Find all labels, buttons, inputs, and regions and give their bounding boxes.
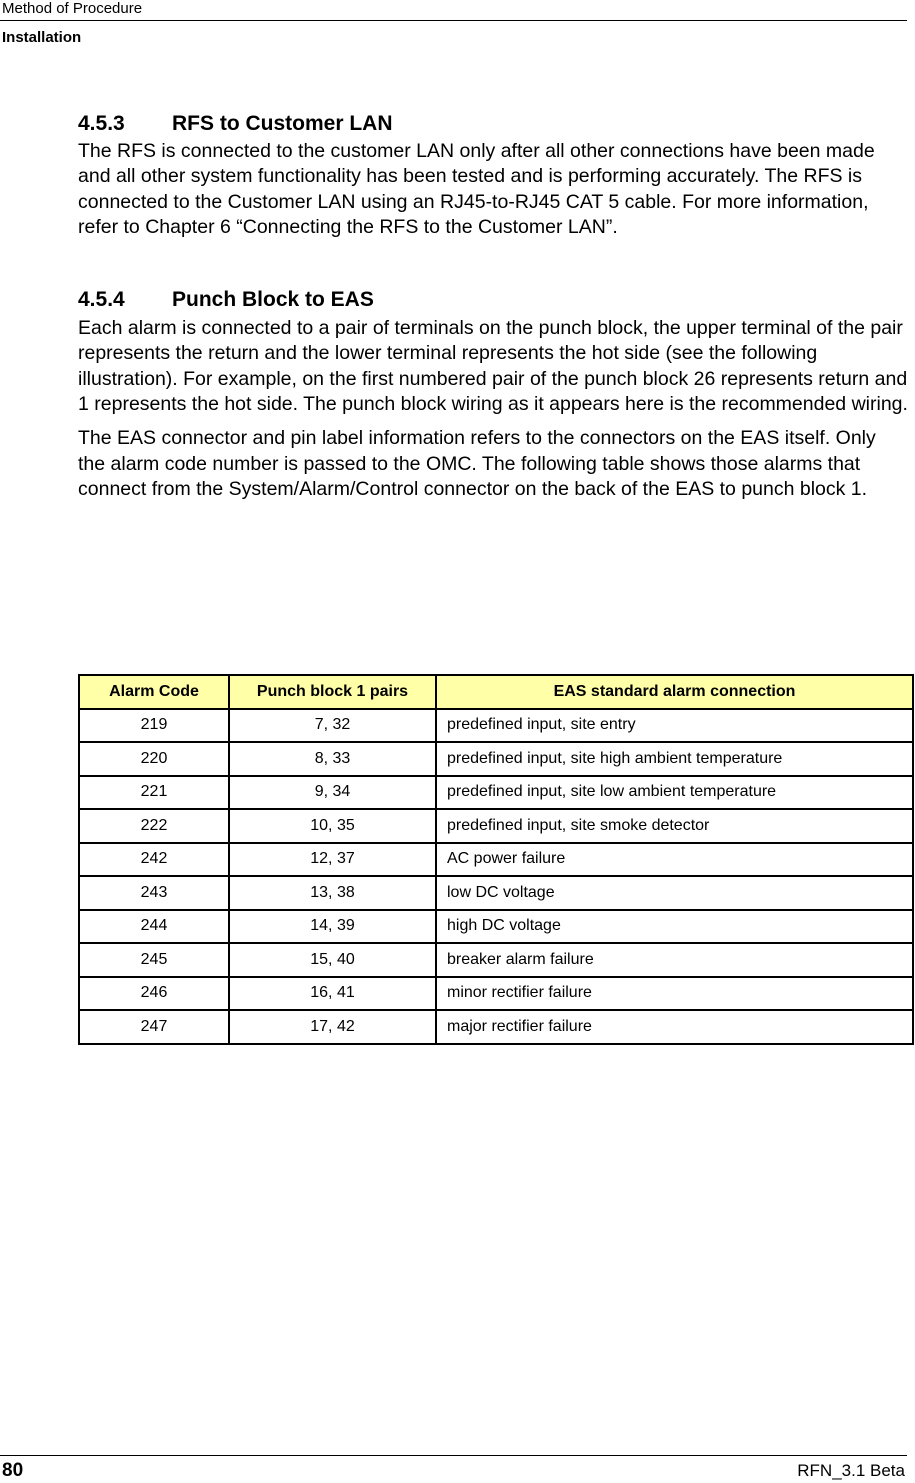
punch-pairs-cell: 17, 42	[229, 1010, 436, 1044]
eas-connection-cell: predefined input, site entry	[436, 709, 913, 743]
eas-connection-cell: predefined input, site smoke detector	[436, 809, 913, 843]
table-row	[79, 709, 913, 743]
punch-pairs-cell: 15, 40	[229, 943, 436, 977]
punch-pairs-cell: 9, 34	[229, 776, 436, 810]
alarm-table	[78, 674, 914, 1045]
section-title: Punch Block to EAS	[172, 288, 374, 312]
alarm-code-cell: 220	[79, 742, 229, 776]
section-number: 4.5.3	[78, 112, 125, 135]
table-row	[79, 876, 913, 910]
eas-connection-cell: low DC voltage	[436, 876, 913, 910]
document-version: RFN_3.1 Beta	[797, 1461, 905, 1480]
eas-connection-cell: major rectifier failure	[436, 1010, 913, 1044]
alarm-code-cell: 222	[79, 809, 229, 843]
header-document-title: Method of Procedure	[2, 0, 143, 17]
table-row	[79, 843, 913, 877]
header-divider	[0, 20, 907, 21]
body-paragraph: The EAS connector and pin label information refers to the connectors on the EAS itself. Only the alarm code number is passed to the OMC. The following table shows those alarms that connect from the System/Alarm/Control connector on the back of the EAS to punch block 1.	[78, 427, 876, 500]
punch-pairs-cell: 14, 39	[229, 910, 436, 944]
eas-connection-cell: predefined input, site high ambient temperature	[436, 742, 913, 776]
alarm-code-cell: 245	[79, 943, 229, 977]
punch-pairs-cell: 8, 33	[229, 742, 436, 776]
footer-divider	[0, 1455, 907, 1456]
section-heading	[78, 110, 908, 138]
table-row	[79, 776, 913, 810]
column-header-punch-block-pairs: Punch block 1 pairs	[229, 675, 436, 709]
eas-connection-cell: minor rectifier failure	[436, 977, 913, 1011]
section-4-5-4	[78, 286, 908, 502]
table-row	[79, 943, 913, 977]
table-row	[79, 1010, 913, 1044]
table-header-row	[79, 675, 913, 709]
body-paragraph: The RFS is connected to the customer LAN only after all other connections have been made and all other system functionality has been tested and is performing accurately. The RFS is connected to the Customer LAN using an RJ45-to-RJ45 CAT 5 cable. For more information, refer to Chapter 6 “Connecting the RFS to the Customer LAN”.	[78, 140, 875, 238]
header-section-title: Installation	[2, 29, 82, 46]
eas-connection-cell: high DC voltage	[436, 910, 913, 944]
section-title: RFS to Customer LAN	[172, 112, 393, 135]
punch-pairs-cell: 12, 37	[229, 843, 436, 877]
punch-pairs-cell: 7, 32	[229, 709, 436, 743]
table-row	[79, 910, 913, 944]
eas-connection-cell: predefined input, site low ambient temperature	[436, 776, 913, 810]
alarm-code-cell: 244	[79, 910, 229, 944]
punch-pairs-cell: 10, 35	[229, 809, 436, 843]
alarm-code-cell: 221	[79, 776, 229, 810]
punch-pairs-cell: 16, 41	[229, 977, 436, 1011]
column-header-eas-connection: EAS standard alarm connection	[436, 675, 913, 709]
table-row	[79, 977, 913, 1011]
table-row	[79, 809, 913, 843]
eas-connection-cell: breaker alarm failure	[436, 943, 913, 977]
alarm-code-cell: 246	[79, 977, 229, 1011]
punch-pairs-cell: 13, 38	[229, 876, 436, 910]
main-content	[78, 110, 908, 502]
column-header-alarm-code: Alarm Code	[79, 675, 229, 709]
alarm-code-cell: 242	[79, 843, 229, 877]
alarm-code-cell: 219	[79, 709, 229, 743]
eas-connection-cell: AC power failure	[436, 843, 913, 877]
alarm-code-cell: 247	[79, 1010, 229, 1044]
section-heading	[78, 286, 908, 314]
page-number: 80	[2, 1460, 24, 1481]
table-row	[79, 742, 913, 776]
section-number: 4.5.4	[78, 288, 125, 312]
alarm-code-cell: 243	[79, 876, 229, 910]
section-4-5-3	[78, 110, 908, 240]
body-paragraph: Each alarm is connected to a pair of terminals on the punch block, the upper terminal of the pair represents the return and the lower terminal represents the hot side (see the following illustration). For example, on the first numbered pair of the punch block 26 represents return and 1 represents the hot side. The punch block wiring as it appears here is the recommended wiring.	[78, 317, 908, 416]
